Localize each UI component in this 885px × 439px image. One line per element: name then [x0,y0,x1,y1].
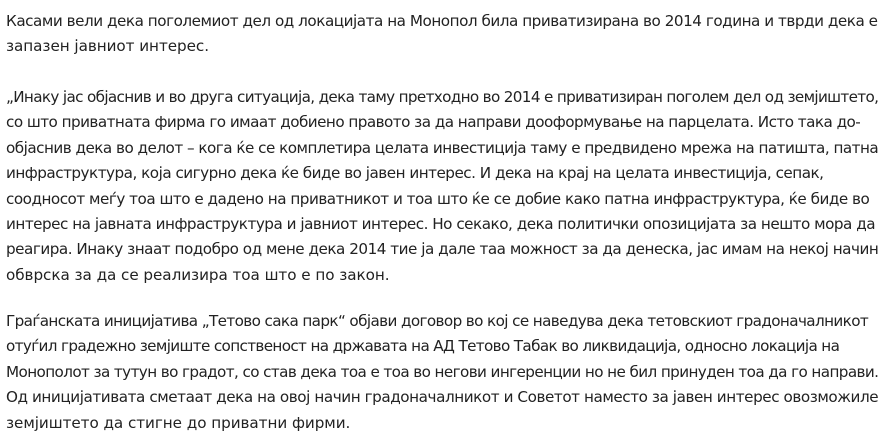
text-line: соодносот меѓу тоа што е дадено на приватникот и тоа што ќе се добие како патна инфраструктура, ќе биде во [6,189,870,208]
text-line: Граѓанската иницијатива „Тетово сака парк“ објави договор во кој се наведува дека тетовскиот градоначалникот [6,312,869,330]
text-line: Монополот за тутун во градот, со став дека тоа е тоа во негови ингеренции но не бил принуден тоа да го направи. [6,362,879,381]
text-line: земјиштето да стигне до приватни фирми. [6,413,351,432]
text-line: реагира. Инаку знаат подобро од мене дека 2014 тие ја дале таа можност за да денеска, јас имам на некој начин [6,240,879,259]
text-line: интерес на јавната инфраструктура и јавниот интерес. Но секако, дека политички опозицијата за нешто мора да [6,214,876,233]
paragraph-kasami-statement [6,9,878,60]
paragraph-civic-initiative [6,309,878,436]
text-line: Касами вели дека поголемиот дел од локацијата на Монопол била приватизирана во 2014 година и тврди дека е [6,12,878,30]
text-line: обврска за да се реализира тоа што е по закон. [6,265,390,284]
text-line: со што приватната фирма го имаат добиено правото за да направи дооформување на парцелата. Исто така до- [6,113,861,132]
text-line: објаснив дека во делот – кога ќе се комплетира целата инвестиција таму е предвидено мрежа на патишта, патна [6,138,879,157]
text-line: инфраструктура, која сигурно дека ќе биде во јавен интерес. И дека на крај на целата инвестиција, сепак, [6,164,824,183]
text-line: „Инаку јас објаснив и во друга ситуација, дека таму претходно во 2014 е приватизиран поголем дел од земјиштето, [6,88,879,106]
text-line: запазен јавниот интерес. [6,37,209,56]
text-line: отуѓил градежно земјиште сопственост на државата на АД Тетово Табак во ликвидација, односно локација на [6,337,840,356]
text-line: Од иницијативата сметаат дека на овој начин градоначалникот и Советот наместо за јавен интерес овозможиле [6,388,879,407]
paragraph-quote [6,85,878,288]
